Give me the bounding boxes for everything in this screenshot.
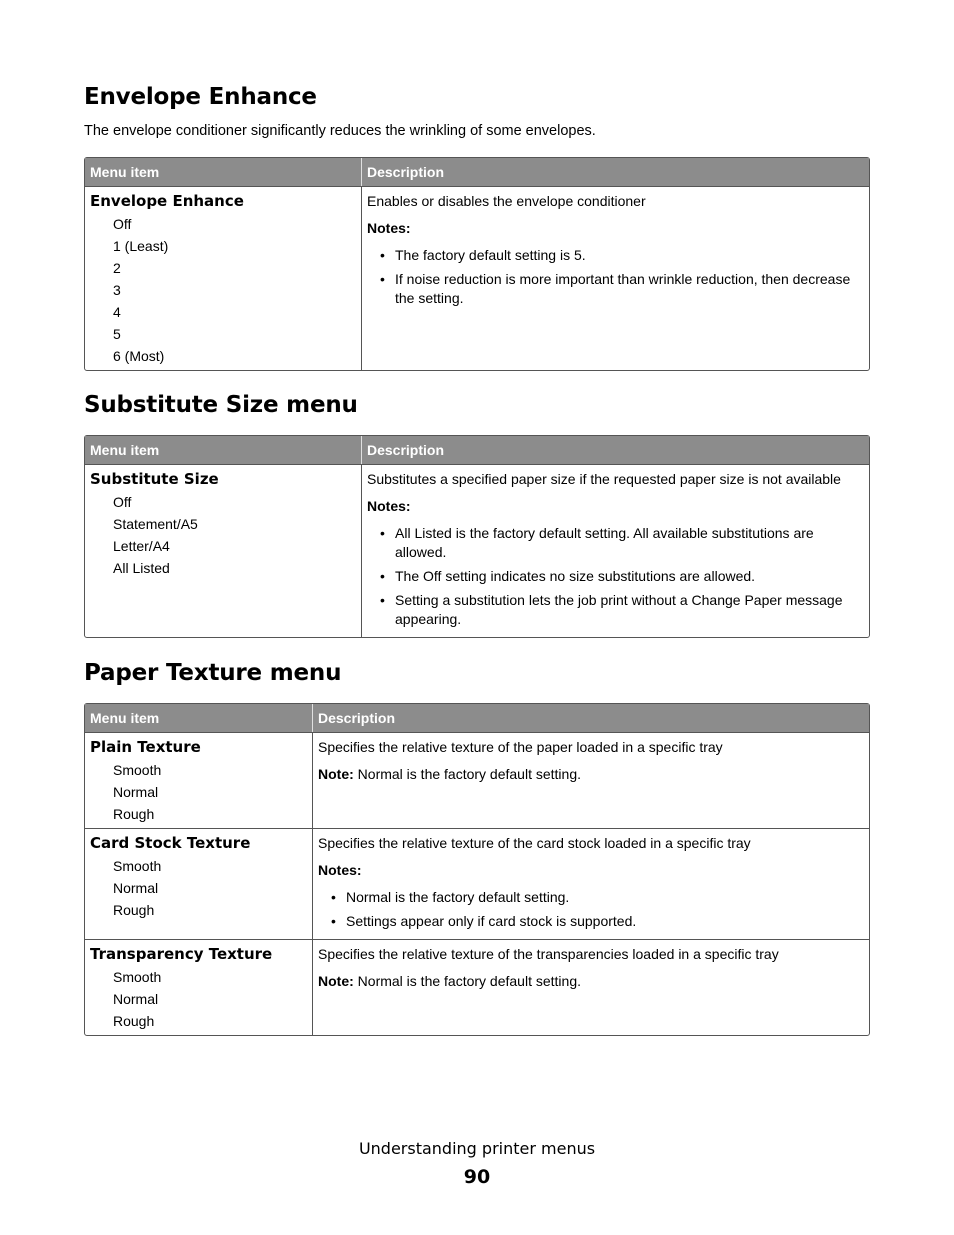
menu-item-cell — [85, 732, 312, 828]
menu-option: Normal — [113, 880, 159, 896]
note-item: • The factory default setting is 5. — [395, 246, 864, 265]
description-cell — [312, 939, 869, 1035]
column-header-description: Description — [312, 704, 869, 732]
menu-item-cell — [85, 186, 361, 370]
description-text: Specifies the relative texture of the card stock loaded in a specific tray — [318, 835, 751, 851]
note-item: • Settings appear only if card stock is supported. — [346, 912, 864, 931]
note-label: Note: — [318, 973, 354, 989]
paper-texture-table — [84, 703, 870, 1036]
note-item: • Setting a substitution lets the job print without a Change Paper message appearing. — [395, 591, 864, 629]
table-row — [85, 464, 869, 637]
note-item: • If noise reduction is more important than wrinkle reduction, then decrease the setting. — [395, 270, 864, 308]
note-paragraph — [318, 765, 864, 784]
description-cell — [361, 186, 869, 370]
description-text: Enables or disables the envelope conditioner — [367, 193, 646, 209]
table-row — [85, 939, 869, 1035]
envelope-enhance-heading: Envelope Enhance — [84, 84, 317, 110]
menu-option: Letter/A4 — [113, 538, 170, 554]
envelope-intro: The envelope conditioner significantly reduces the wrinkling of some envelopes. — [84, 123, 596, 139]
note-text: Normal is the factory default setting. — [357, 973, 581, 989]
substitute-size-table — [84, 435, 870, 638]
menu-option: Rough — [113, 902, 155, 918]
menu-item-cell — [85, 828, 312, 939]
table-row — [85, 186, 869, 370]
menu-item-cell — [85, 464, 361, 637]
description-cell — [312, 732, 869, 828]
menu-option: Off — [113, 216, 132, 232]
description-text: Substitutes a specified paper size if the requested paper size is not available — [367, 471, 841, 487]
notes-label: Notes: — [367, 220, 411, 236]
description-cell — [361, 464, 869, 637]
note-item: • All Listed is the factory default setting. All available substitutions are allowed. — [395, 524, 864, 562]
menu-option: 4 — [113, 304, 121, 320]
menu-option: 1 (Least) — [113, 238, 169, 254]
menu-item-name: Card Stock Texture — [90, 834, 251, 852]
menu-option: Rough — [113, 806, 155, 822]
menu-option: Off — [113, 494, 132, 510]
note-label: Note: — [318, 766, 354, 782]
menu-item-name: Transparency Texture — [90, 945, 273, 963]
table-row — [85, 732, 869, 828]
menu-option: Smooth — [113, 969, 162, 985]
menu-option: Smooth — [113, 858, 162, 874]
notes-list — [318, 888, 864, 931]
menu-option: 5 — [113, 326, 121, 342]
menu-option: 2 — [113, 260, 121, 276]
note-paragraph — [318, 972, 864, 991]
column-header-menu-item: Menu item — [85, 704, 312, 732]
menu-option: Rough — [113, 1013, 155, 1029]
page-number: 90 — [463, 1166, 491, 1188]
description-text: Specifies the relative texture of the transparencies loaded in a specific tray — [318, 946, 779, 962]
notes-list — [367, 246, 864, 308]
table-row — [85, 828, 869, 939]
column-header-description: Description — [361, 436, 869, 464]
column-header-menu-item: Menu item — [85, 436, 361, 464]
note-item: • The Off setting indicates no size substitutions are allowed. — [395, 567, 864, 586]
notes-label: Notes: — [367, 498, 411, 514]
menu-option: Statement/A5 — [113, 516, 198, 532]
menu-item-cell — [85, 939, 312, 1035]
note-item: • Normal is the factory default setting. — [346, 888, 864, 907]
menu-option: 3 — [113, 282, 121, 298]
paper-texture-heading: Paper Texture menu — [84, 660, 342, 686]
menu-item-name: Substitute Size — [90, 470, 219, 488]
notes-label: Notes: — [318, 862, 362, 878]
menu-item-name: Plain Texture — [90, 738, 201, 756]
column-header-menu-item: Menu item — [85, 158, 361, 186]
menu-item-name: Envelope Enhance — [90, 192, 244, 210]
description-cell — [312, 828, 869, 939]
column-header-description: Description — [361, 158, 869, 186]
note-text: Normal is the factory default setting. — [357, 766, 581, 782]
notes-list — [367, 524, 864, 629]
menu-option: Normal — [113, 991, 159, 1007]
menu-option: 6 (Most) — [113, 348, 165, 364]
footer-chapter-title: Understanding printer menus — [358, 1139, 596, 1158]
menu-option: Normal — [113, 784, 159, 800]
description-text: Specifies the relative texture of the paper loaded in a specific tray — [318, 739, 723, 755]
substitute-size-heading: Substitute Size menu — [84, 392, 358, 418]
envelope-enhance-table — [84, 157, 870, 371]
menu-option: Smooth — [113, 762, 162, 778]
menu-option: All Listed — [113, 560, 170, 576]
